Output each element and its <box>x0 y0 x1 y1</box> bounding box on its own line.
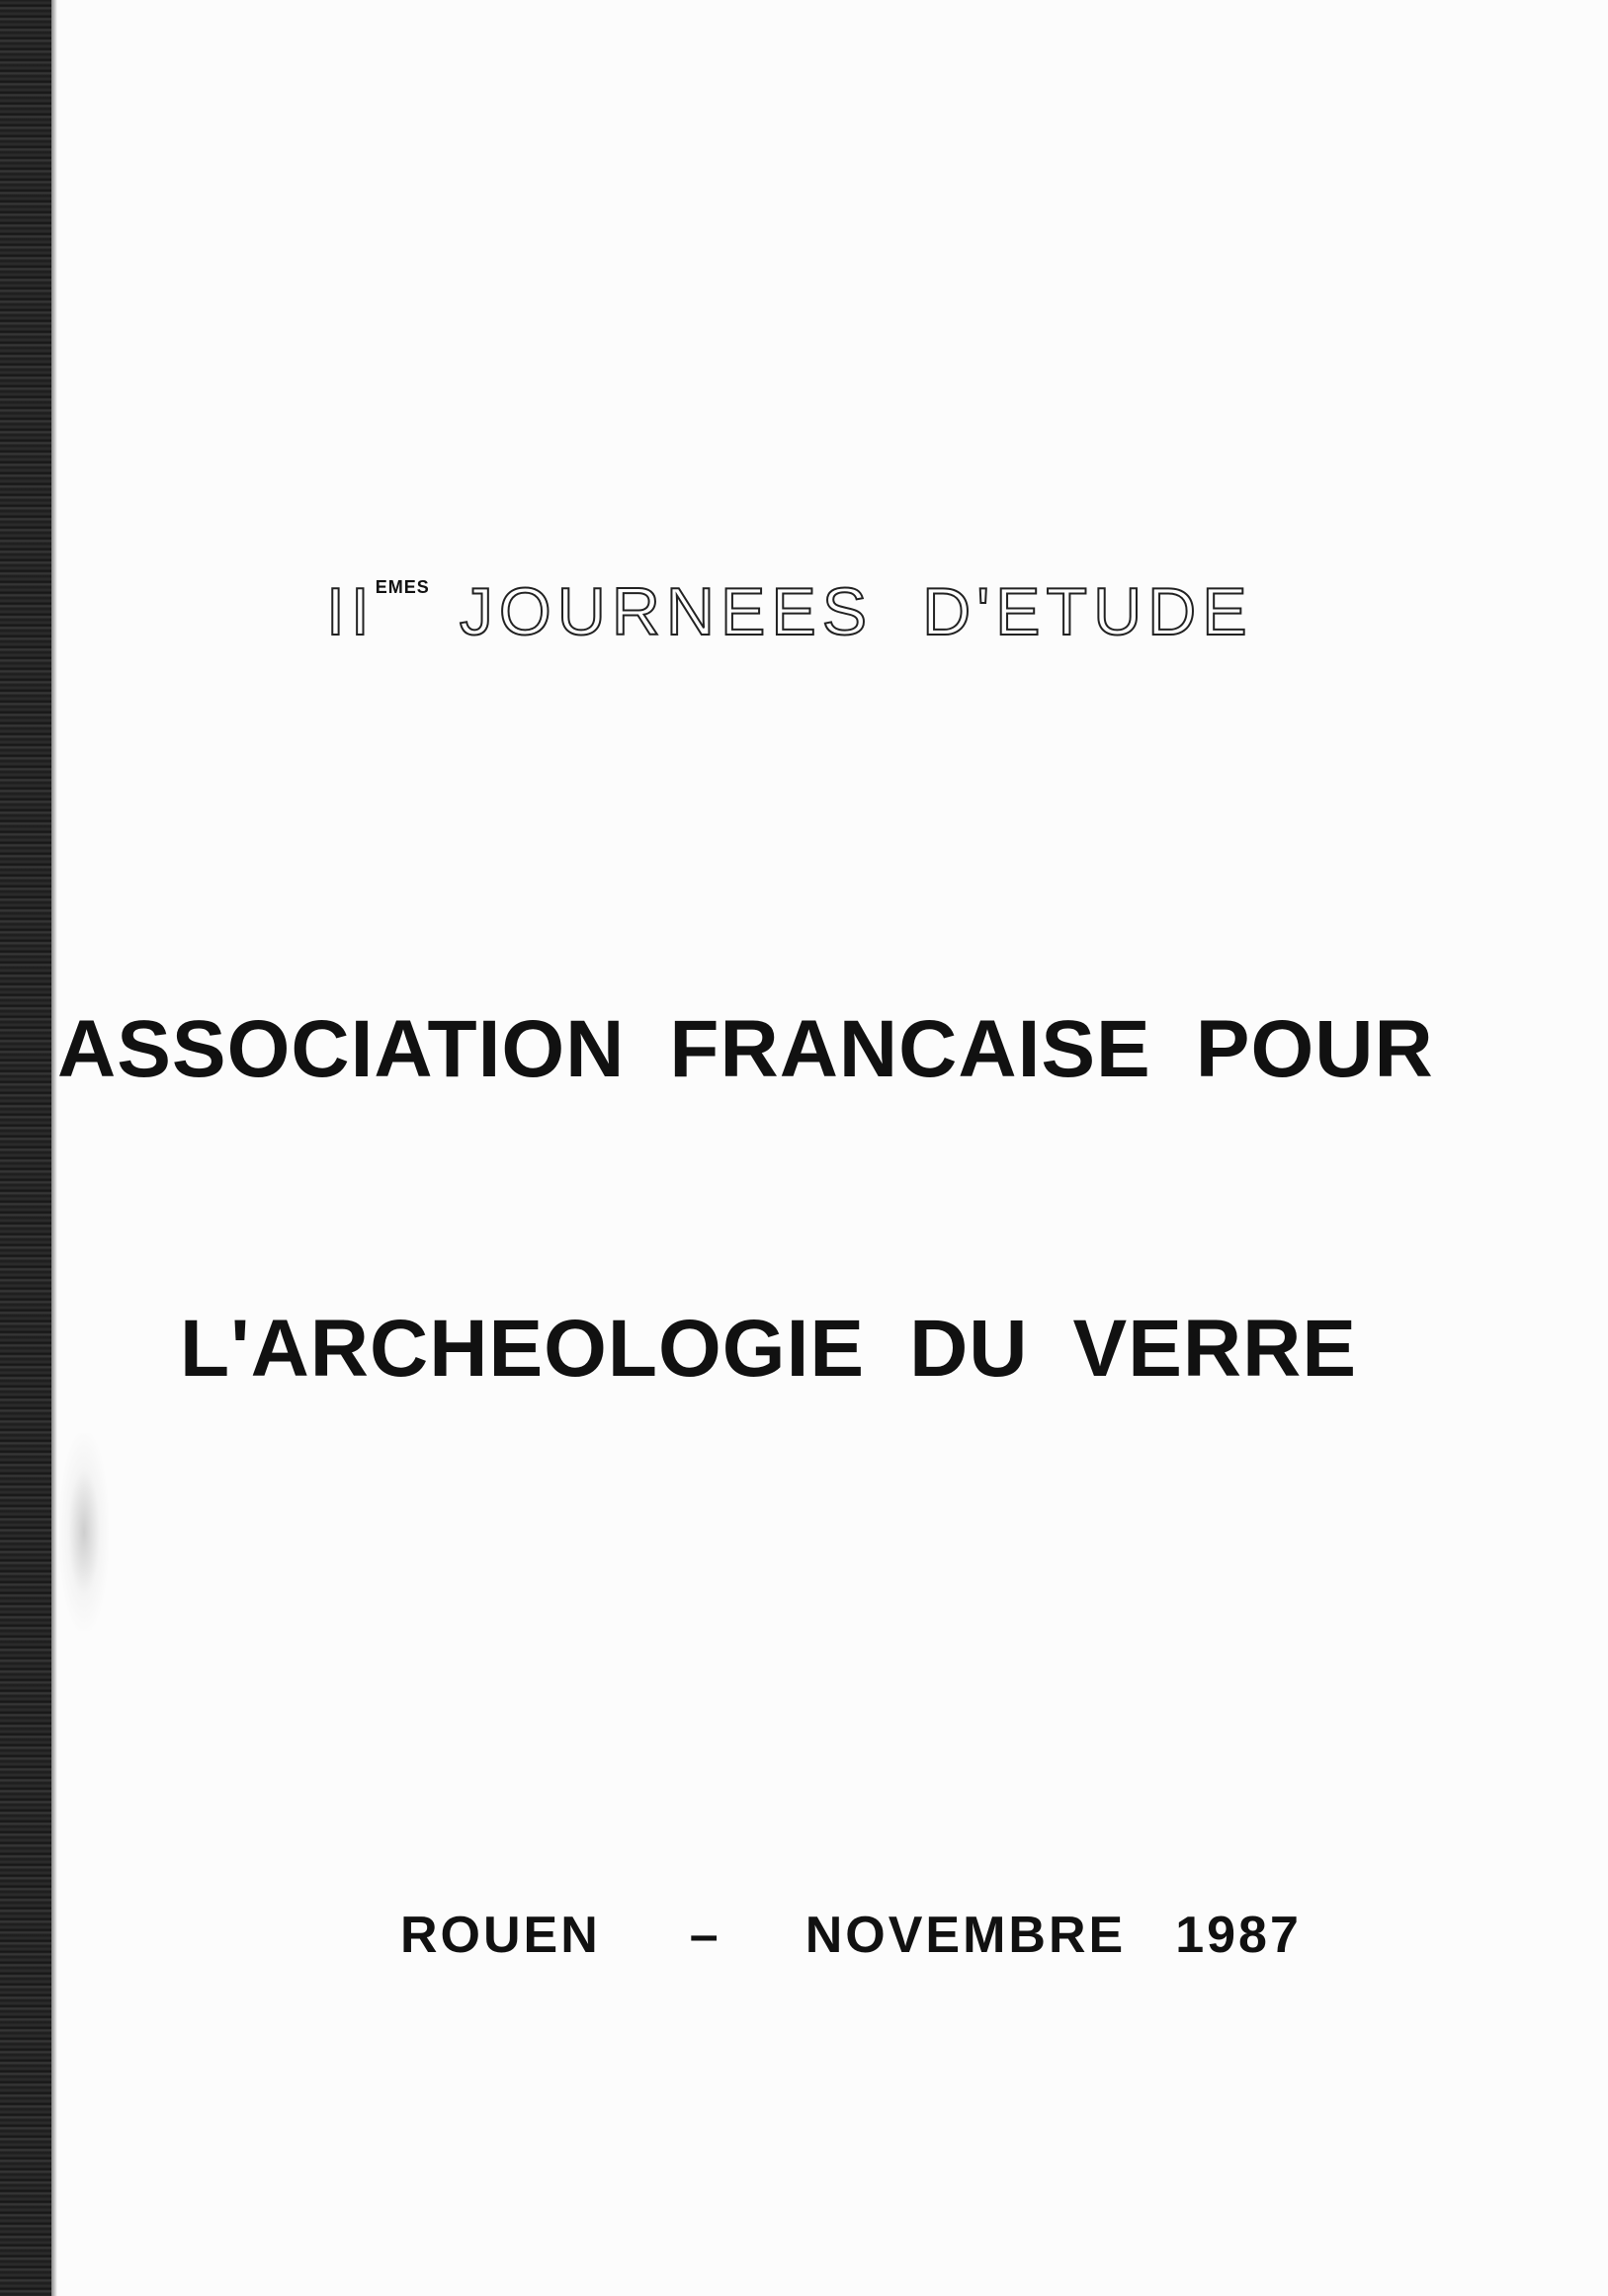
title-line-1 <box>57 1003 1540 1096</box>
binding-shadow <box>51 0 57 2296</box>
binding-strip <box>0 0 51 2296</box>
subtitle-word-etude: D'ETUDE <box>922 574 1253 649</box>
month: NOVEMBRE <box>804 1907 1127 1964</box>
scan-smudge <box>59 1433 109 1631</box>
separator-dash: – <box>689 1907 721 1964</box>
edition-ordinal: II <box>326 574 376 649</box>
event-subtitle <box>326 573 1255 650</box>
title-line-2 <box>180 1303 1445 1396</box>
year: 1987 <box>1175 1907 1302 1964</box>
title-word: L'ARCHEOLOGIE <box>180 1304 866 1394</box>
title-word: VERRE <box>1072 1304 1358 1394</box>
place-and-date <box>400 1906 1302 1965</box>
ordinal-suffix: EMES <box>375 577 430 597</box>
title-word: DU <box>909 1304 1029 1394</box>
subtitle-word-journees: JOURNEES <box>459 574 874 649</box>
title-word: ASSOCIATION <box>57 1004 626 1094</box>
city: ROUEN <box>400 1907 601 1964</box>
title-word: POUR <box>1195 1004 1434 1094</box>
title-word: FRANCAISE <box>669 1004 1151 1094</box>
